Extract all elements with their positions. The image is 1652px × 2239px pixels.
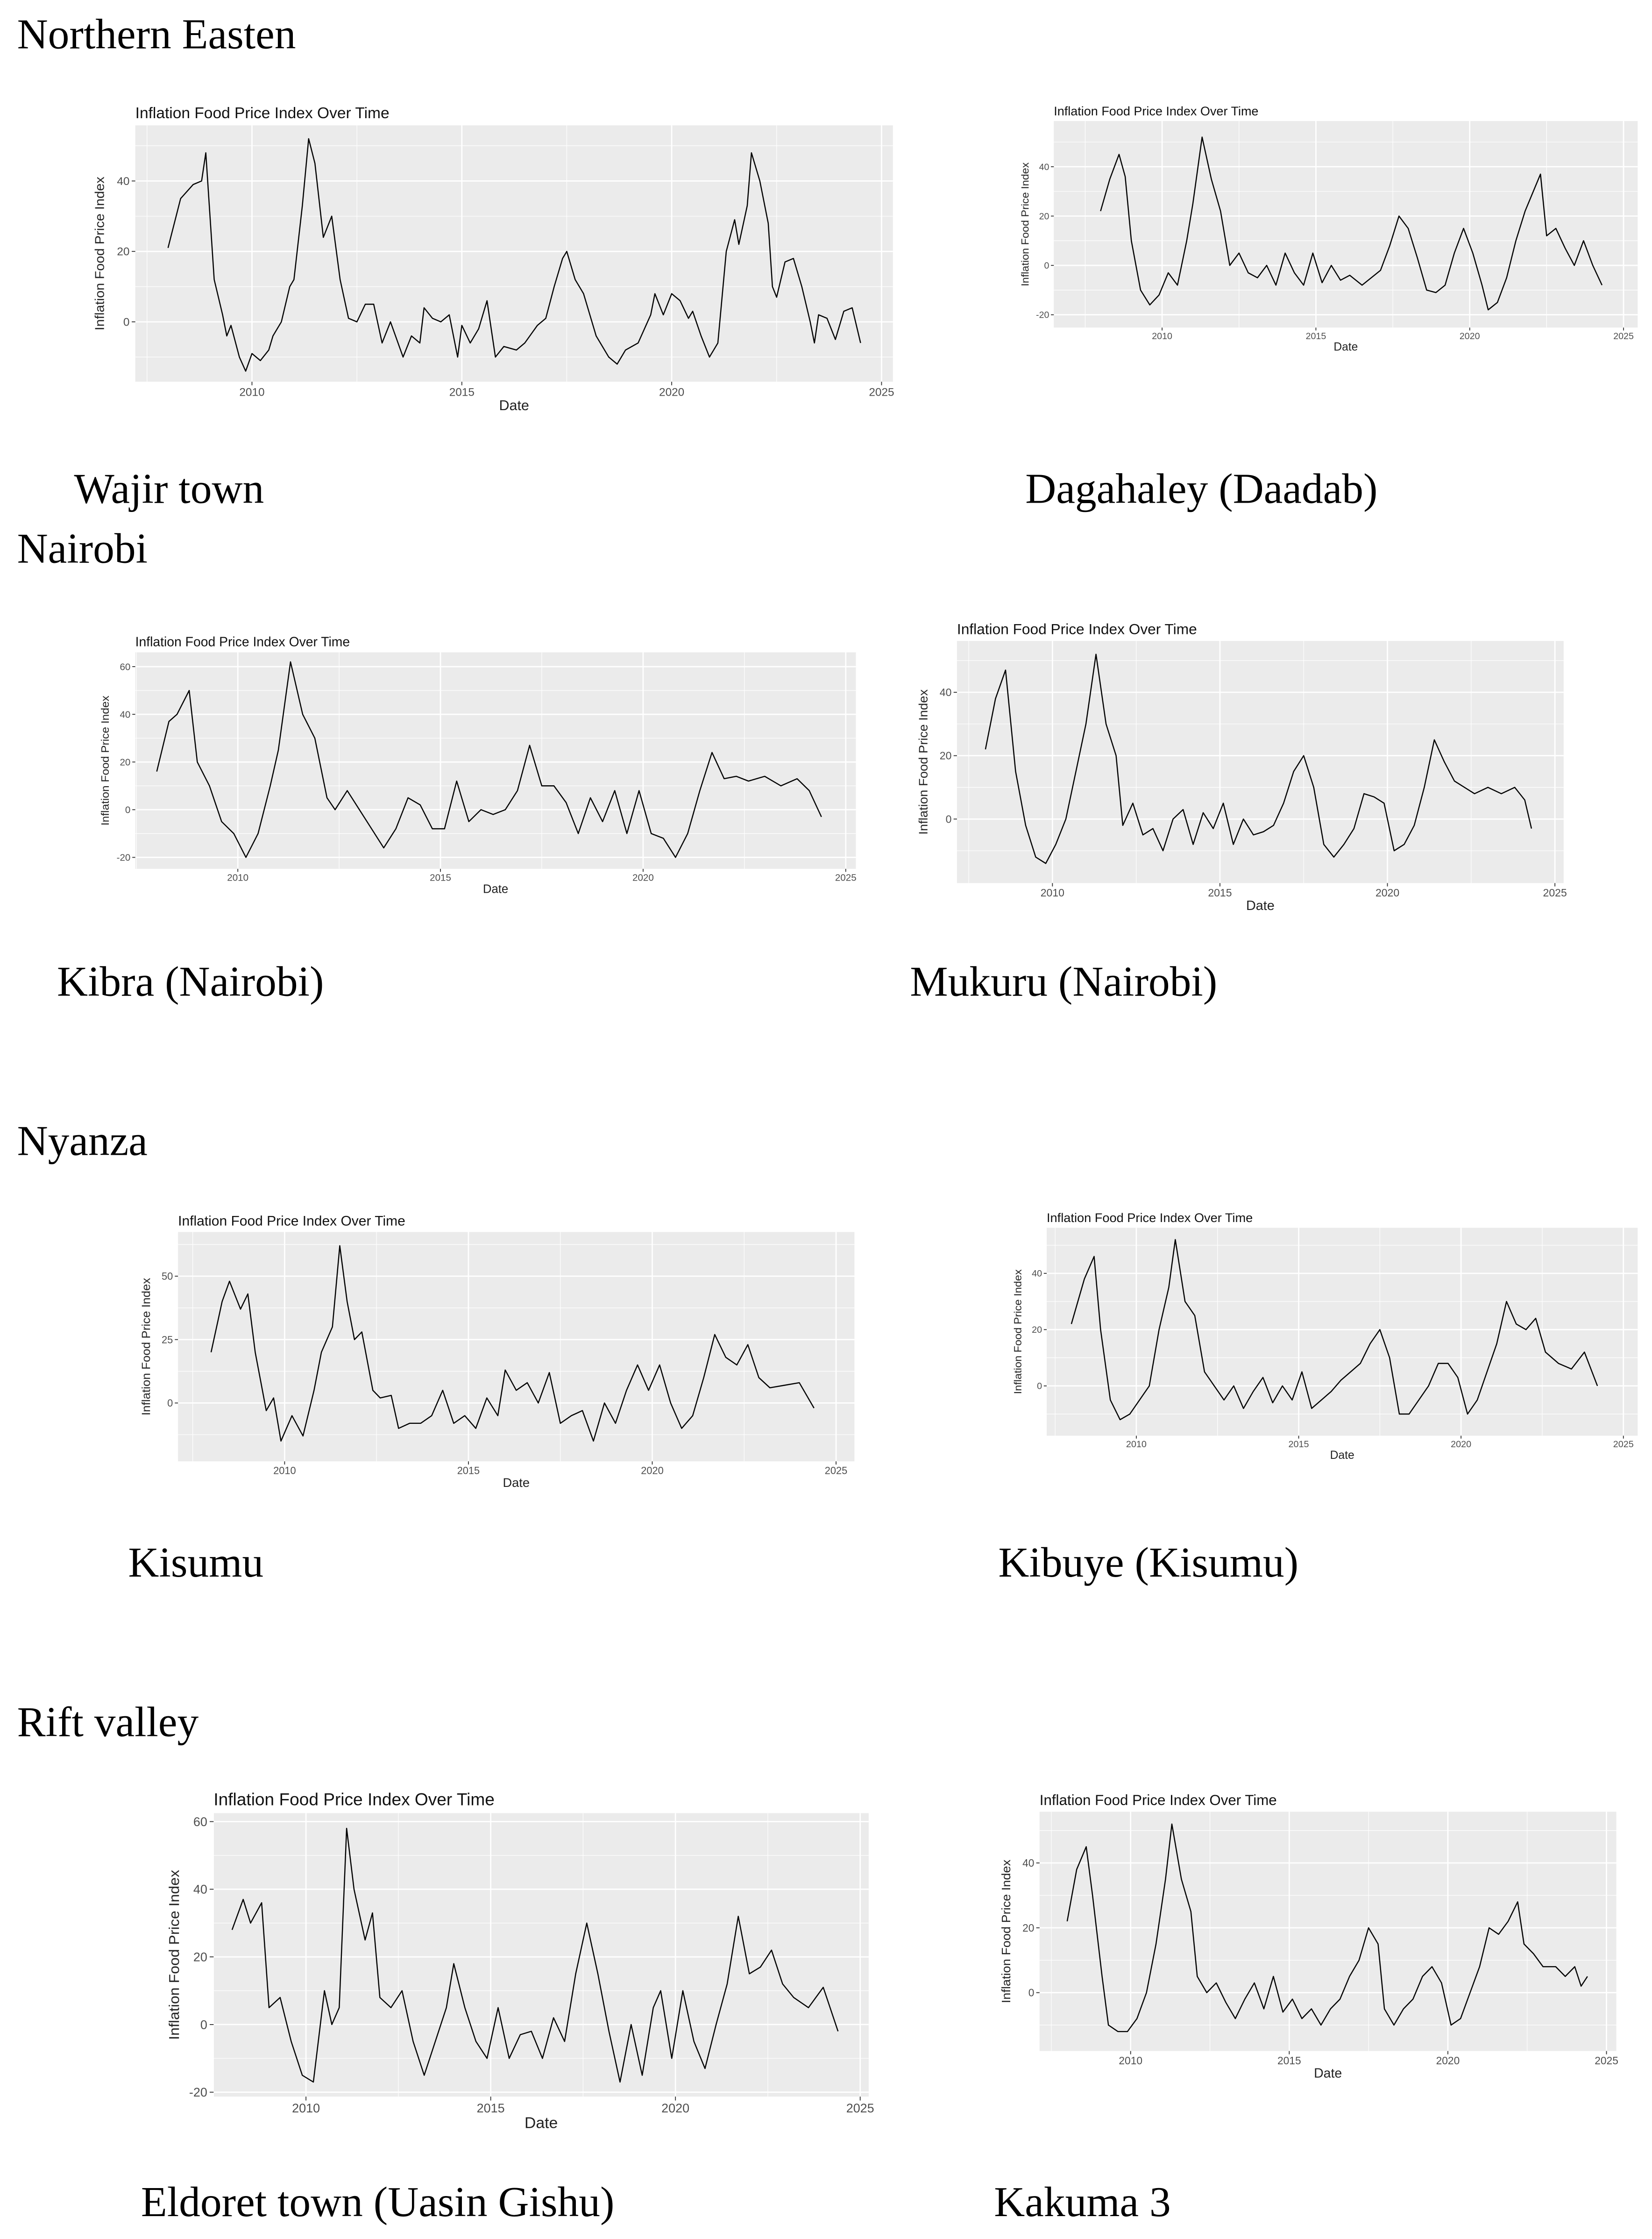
caption-kisumu: Kisumu <box>128 1539 264 1587</box>
chart-mukuru-nairobi <box>917 621 1567 913</box>
y-tick-label: 0 <box>1028 1986 1035 1999</box>
y-tick-label: -20 <box>116 852 131 863</box>
y-tick-label: 0 <box>1044 261 1049 271</box>
y-tick-label: 20 <box>1022 1921 1035 1934</box>
x-tick-label: 2015 <box>457 1464 480 1477</box>
x-axis-label: Date <box>1314 2066 1342 2081</box>
y-tick-label: 40 <box>1022 1856 1035 1869</box>
y-tick-label: 20 <box>193 1950 207 1964</box>
y-tick-label: 0 <box>167 1397 173 1409</box>
y-axis-label: Inflation Food Price Index <box>917 697 930 835</box>
y-tick-label: -20 <box>1036 310 1049 320</box>
chart-dagahaley-daadab <box>1019 104 1638 354</box>
x-tick-label: 2010 <box>1152 331 1172 341</box>
x-tick-label: 2010 <box>1119 2054 1143 2067</box>
caption-wajir-town: Wajir town <box>74 466 264 513</box>
x-tick-label: 2025 <box>1543 887 1567 899</box>
y-tick-label: 0 <box>123 316 130 329</box>
y-tick-label: 40 <box>117 175 130 188</box>
chart-title: Inflation Food Price Index Over Time <box>178 1213 405 1229</box>
x-axis-label: Date <box>503 1475 530 1490</box>
x-axis-label: Date <box>525 2114 558 2132</box>
y-tick-label: 0 <box>945 813 952 825</box>
chart-kakuma-3 <box>1000 1792 1618 2081</box>
x-tick-label: 2020 <box>632 872 654 883</box>
x-tick-label: 2010 <box>239 386 265 399</box>
y-tick-label: 50 <box>161 1270 173 1282</box>
y-tick-label: 40 <box>1039 162 1049 172</box>
x-tick-label: 2025 <box>869 386 894 399</box>
x-tick-label: 2025 <box>824 1464 848 1477</box>
x-tick-label: 2015 <box>1305 331 1326 341</box>
section-heading-nyanza: Nyanza <box>17 1118 148 1166</box>
plot-panel <box>1047 1228 1638 1436</box>
y-tick-label: 25 <box>161 1334 173 1346</box>
y-tick-label: 40 <box>193 1882 207 1897</box>
chart-wajir-town <box>92 105 894 413</box>
x-tick-label: 2020 <box>641 1464 664 1477</box>
x-tick-label: 2020 <box>1459 331 1480 341</box>
y-tick-label: 20 <box>117 245 130 258</box>
y-axis-label: Inflation Food Price Index <box>1012 1276 1024 1394</box>
chart-kibra-nairobi <box>99 635 857 896</box>
plot-panel <box>1040 1812 1617 2051</box>
x-axis-label: Date <box>1333 341 1358 354</box>
chart-title: Inflation Food Price Index Over Time <box>1047 1210 1253 1225</box>
y-axis-label: Inflation Food Price Index <box>140 1285 153 1416</box>
x-tick-label: 2010 <box>1126 1439 1147 1450</box>
y-axis-label: Inflation Food Price Index <box>99 703 112 826</box>
x-tick-label: 2010 <box>292 2101 320 2115</box>
x-tick-label: 2025 <box>846 2101 874 2115</box>
section-heading-nairobi: Nairobi <box>17 526 148 573</box>
y-axis-label: Inflation Food Price Index <box>167 1879 183 2040</box>
chart-kisumu <box>140 1214 854 1490</box>
chart-title: Inflation Food Price Index Over Time <box>213 1789 495 1809</box>
y-tick-label: 40 <box>1032 1268 1042 1279</box>
y-axis-label: Inflation Food Price Index <box>1019 169 1031 286</box>
x-tick-label: 2010 <box>1040 887 1064 899</box>
chart-eldoret-town-uasin-gishu <box>167 1790 874 2132</box>
chart-kibuye-kisumu <box>1012 1210 1638 1462</box>
chart-title: Inflation Food Price Index Over Time <box>135 105 390 122</box>
x-tick-label: 2020 <box>661 2101 690 2115</box>
y-tick-label: 60 <box>120 661 131 673</box>
caption-kakuma: Kakuma 3 <box>994 2179 1171 2226</box>
x-tick-label: 2015 <box>1288 1439 1309 1450</box>
x-tick-label: 2020 <box>1436 2054 1460 2067</box>
x-tick-label: 2015 <box>476 2101 505 2115</box>
x-axis-label: Date <box>482 882 509 896</box>
caption-kibuye: Kibuye (Kisumu) <box>998 1539 1299 1587</box>
plot-panel <box>957 641 1564 883</box>
y-tick-label: 20 <box>1039 211 1049 222</box>
y-tick-label: -20 <box>189 2085 207 2100</box>
x-tick-label: 2015 <box>430 872 451 883</box>
section-heading-northern-eastern: Northern Easten <box>17 11 296 59</box>
x-tick-label: 2020 <box>1451 1439 1472 1450</box>
x-tick-label: 2025 <box>1595 2054 1618 2067</box>
x-axis-label: Date <box>1330 1449 1354 1462</box>
x-tick-label: 2015 <box>1277 2054 1301 2067</box>
y-tick-label: 20 <box>120 757 131 768</box>
y-tick-label: 20 <box>939 749 952 762</box>
y-tick-label: 0 <box>200 2018 207 2032</box>
y-tick-label: 60 <box>193 1814 207 1829</box>
y-tick-label: 40 <box>939 686 952 699</box>
x-tick-label: 2010 <box>227 872 249 883</box>
x-tick-label: 2010 <box>273 1464 296 1477</box>
y-axis-label: Inflation Food Price Index <box>92 185 107 331</box>
section-heading-rift-valley: Rift valley <box>17 1699 199 1747</box>
y-tick-label: 40 <box>120 709 131 720</box>
caption-mukuru: Mukuru (Nairobi) <box>910 958 1218 1006</box>
x-axis-label: Date <box>1246 898 1275 913</box>
y-tick-label: 0 <box>125 804 131 816</box>
caption-eldoret: Eldoret town (Uasin Gishu) <box>141 2179 615 2226</box>
plot-panel <box>178 1232 854 1461</box>
x-tick-label: 2025 <box>835 872 857 883</box>
x-tick-label: 2015 <box>1208 887 1232 899</box>
y-axis-label: Inflation Food Price Index <box>1000 1867 1014 2004</box>
x-tick-label: 2025 <box>1613 1439 1634 1450</box>
x-tick-label: 2020 <box>659 386 685 399</box>
chart-title: Inflation Food Price Index Over Time <box>135 634 350 650</box>
x-tick-label: 2025 <box>1613 331 1634 341</box>
plot-panel <box>135 652 856 868</box>
y-tick-label: 0 <box>1037 1381 1042 1392</box>
y-tick-label: 20 <box>1032 1325 1042 1336</box>
plot-panel <box>1054 121 1638 327</box>
x-tick-label: 2015 <box>449 386 475 399</box>
chart-title: Inflation Food Price Index Over Time <box>1054 104 1259 118</box>
caption-kibra: Kibra (Nairobi) <box>57 958 324 1006</box>
x-tick-label: 2020 <box>1375 887 1400 899</box>
chart-title: Inflation Food Price Index Over Time <box>957 620 1197 638</box>
plot-panel <box>135 125 893 382</box>
caption-dagahaley: Dagahaley (Daadab) <box>1025 466 1378 513</box>
x-axis-label: Date <box>499 398 529 414</box>
chart-title: Inflation Food Price Index Over Time <box>1039 1792 1277 1809</box>
